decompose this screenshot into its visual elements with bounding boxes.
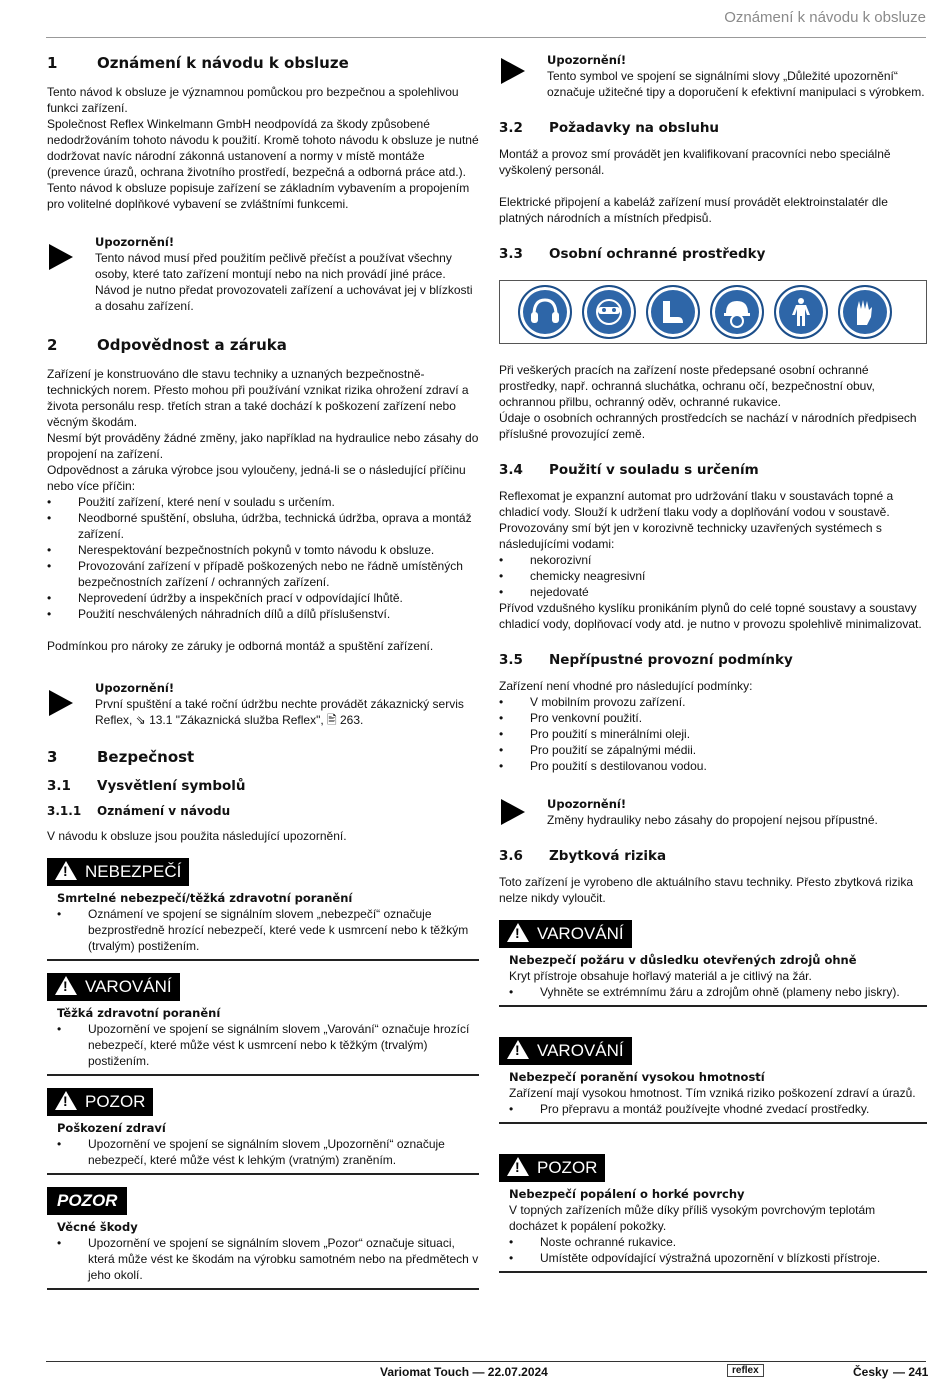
badge-label: POZOR bbox=[85, 1092, 146, 1111]
section-3-3-heading bbox=[499, 246, 927, 262]
warning-badge bbox=[47, 973, 180, 1001]
risk-fire bbox=[499, 920, 927, 1007]
note-box bbox=[499, 796, 927, 828]
paragraph: Zařízení není vhodné pro následující podmínky: bbox=[499, 679, 753, 693]
list-item: • Použití zařízení, které není v souladu s určením. bbox=[47, 494, 479, 510]
section-3-4-heading bbox=[499, 462, 927, 478]
list-item: • Použití neschválených náhradních dílů a dílů příslušenství. bbox=[47, 606, 479, 622]
paragraph: Údaje o osobních ochranných prostředcích se nachází v národních předpisech příslušné provozující země. bbox=[499, 411, 917, 441]
note-label: Upozornění! bbox=[95, 681, 175, 695]
warning-triangle-icon bbox=[55, 976, 77, 995]
gloves-icon bbox=[838, 285, 892, 339]
ear-protection-icon bbox=[518, 285, 572, 339]
list-item: • Noste ochranné rukavice. bbox=[509, 1234, 927, 1250]
section-title: Osobní ochranné prostředky bbox=[549, 246, 766, 262]
list-item: • Umístěte odpovídající výstražná upozornění v blízkosti přístroje. bbox=[509, 1250, 927, 1266]
section-number: 3.2 bbox=[499, 120, 523, 136]
note-text: První spuštění a také roční údržbu nechte provádět zákaznický servis Reflex, ⇘ 13.1 "Zákaznická služba Reflex", 🖹 263. bbox=[95, 697, 464, 727]
footer-doc: Variomat Touch — 22.07.2024 bbox=[380, 1365, 548, 1379]
warning-triangle-icon bbox=[55, 1091, 77, 1110]
section-3-1-heading bbox=[47, 778, 479, 794]
section-title: Zbytková rizika bbox=[549, 848, 667, 864]
warning-text: • Upozornění ve spojení se signálním slovem „Varování“ označuje hrozící nebezpečí, které může vést k usmrcení nebo k těžkým (trvalým) postižením. bbox=[57, 1021, 479, 1069]
section-number: 3.1 bbox=[47, 778, 71, 794]
warning-triangle-icon bbox=[507, 923, 529, 942]
paragraph: Toto zařízení je vyrobeno dle aktuálního stavu techniky. Přesto zbytková rizika nelze nikdy vyloučit. bbox=[499, 875, 913, 905]
section-title: Oznámení k návodu k obsluze bbox=[97, 54, 349, 72]
warning-badge bbox=[499, 920, 632, 948]
note-box bbox=[499, 52, 927, 100]
section-title: Oznámení v návodu bbox=[97, 804, 231, 818]
note-text: Tento návod musí před použitím pečlivě přečíst a používat všechny osoby, které tato zařízení montují nebo na nich provádí jiné práce. Návod je nutno předat provozovateli zařízení a uchovávat jej v blízkosti a dosahu zařízení. bbox=[95, 251, 473, 313]
section-number: 3.1.1 bbox=[47, 804, 82, 818]
list-item: • Neprovedení údržby a inspekčních prací v odpovídající lhůtě. bbox=[47, 590, 479, 606]
caution-badge bbox=[47, 1088, 153, 1116]
warning-badge bbox=[499, 1037, 632, 1065]
reflex-logo: reflex bbox=[727, 1364, 764, 1377]
section-title: Vysvětlení symbolů bbox=[97, 778, 246, 794]
section-title: Požadavky na obsluhu bbox=[549, 120, 720, 136]
note-label: Upozornění! bbox=[547, 53, 627, 67]
risk-burns bbox=[499, 1154, 927, 1273]
warning-title: Nebezpečí požáru v důsledku otevřených zdrojů ohně bbox=[509, 953, 857, 967]
water-types-list bbox=[499, 552, 927, 600]
list-item: • nejedovaté bbox=[499, 584, 927, 600]
risk-weight bbox=[499, 1037, 927, 1124]
badge-label: VAROVÁNÍ bbox=[85, 977, 172, 996]
paragraph: Tento návod k obsluze popisuje zařízení se základním vybavením a propojením pro volitelné doplňkové vybavení se zvláštními funkcemi. bbox=[47, 181, 470, 211]
warning-triangle-icon bbox=[507, 1040, 529, 1059]
warning-title: Nebezpečí popálení o horké povrchy bbox=[509, 1187, 745, 1201]
paragraph: Tento návod k obsluze je významnou pomůckou pro bezpečnou a spolehlivou funkci zařízení. bbox=[47, 85, 459, 115]
list-item: • Pro použití s destilovanou vodou. bbox=[499, 758, 927, 774]
warning-text: V topných zařízeních může díky příliš vysokým povrchovým teplotám docházet k popálení pokožky. bbox=[509, 1203, 876, 1233]
paragraph: Nesmí být prováděny žádné změny, jako například na hydraulice nebo zásahy do propojení na zařízení. bbox=[47, 431, 479, 461]
paragraph: Podmínkou pro nároky ze záruky je odborná montáž a spuštění zařízení. bbox=[47, 639, 434, 653]
badge-label: VAROVÁNÍ bbox=[537, 1041, 624, 1060]
section-number: 2 bbox=[47, 336, 58, 354]
section-number: 1 bbox=[47, 54, 58, 72]
helmet-icon bbox=[710, 285, 764, 339]
list-item: • Pro venkovní použití. bbox=[499, 710, 927, 726]
list-item: • Pro přepravu a montáž používejte vhodné zvedací prostředky. bbox=[509, 1101, 927, 1117]
list-item: • Nerespektování bezpečnostních pokynů v tomto návodu k obsluze. bbox=[47, 542, 479, 558]
section-3-1-1-heading bbox=[47, 804, 479, 818]
section-number: 3.3 bbox=[499, 246, 523, 262]
section-2-heading bbox=[47, 336, 479, 354]
arrow-icon bbox=[501, 58, 525, 84]
warning-title: Těžká zdravotní poranění bbox=[57, 1006, 221, 1020]
list-item: • V mobilním provozu zařízení. bbox=[499, 694, 927, 710]
note-text: Tento symbol ve spojení se signálními slovy „Důležité upozornění“ označuje užitečné tipy a doporučení k efektivní manipulaci s výrobkem. bbox=[547, 69, 925, 99]
right-column bbox=[499, 52, 927, 1273]
section-3-5-heading bbox=[499, 652, 927, 668]
paragraph: Přívod vzdušného kyslíku pronikáním plynů do celé topné soustavy a soustavy chladicí vody, doplňovací vody atd. je nutno v provozu spolehlivě minimalizovat. bbox=[499, 601, 922, 631]
notice-badge bbox=[47, 1187, 127, 1215]
cause-list bbox=[47, 494, 479, 622]
warning-property-damage bbox=[47, 1187, 479, 1290]
paragraph: Montáž a provoz smí provádět jen kvalifikovaní pracovníci nebo speciálně vyškolený personál. bbox=[499, 147, 891, 177]
section-3-2-heading bbox=[499, 120, 927, 136]
header-title: Oznámení k návodu k obsluze bbox=[724, 9, 926, 26]
protective-clothing-icon bbox=[774, 285, 828, 339]
paragraph: Elektrické připojení a kabeláž zařízení musí provádět elektroinstalatér dle platných národních a místních předpisů. bbox=[499, 195, 888, 225]
caution-badge bbox=[499, 1154, 605, 1182]
footer-divider bbox=[46, 1361, 926, 1362]
list-item: • nekorozivní bbox=[499, 552, 927, 568]
warning-title: Poškození zdraví bbox=[57, 1121, 166, 1135]
section-title: Použití v souladu s určením bbox=[549, 462, 759, 478]
header-divider bbox=[46, 37, 926, 38]
note-text: Změny hydrauliky nebo zásahy do propojení nejsou přípustné. bbox=[547, 813, 878, 827]
warning-text: • Oznámení ve spojení se signálním slovem „nebezpečí“ označuje bezprostředně hrozící nebezpečí, které vede k usmrcení nebo k těžkým (trvalým) postižením. bbox=[57, 906, 479, 954]
paragraph: Reflexomat je expanzní automat pro udržování tlaku v soustavách topné a chladicí vody. Slouží k udržení tlaku vody a doplňování vodou v soustavě. Provozovány smí být jen v korozivně technicky uzavřených systémech s následujícími vodami: bbox=[499, 489, 894, 551]
section-title: Odpovědnost a záruka bbox=[97, 336, 287, 354]
section-3-6-heading bbox=[499, 848, 927, 864]
warning-text: Kryt přístroje obsahuje hořlavý materiál a je citlivý na žár. bbox=[509, 969, 812, 983]
warning-varovani bbox=[47, 973, 479, 1076]
warning-text: • Upozornění ve spojení se signálním slovem „Upozornění“ označuje nebezpečí, které může vést k lehkým (vratným) zraněním. bbox=[57, 1136, 479, 1168]
badge-label: VAROVÁNÍ bbox=[537, 924, 624, 943]
list-item: • Neodborné spuštění, obsluha, údržba, technická údržba, oprava a montáž zařízení. bbox=[47, 510, 479, 542]
section-number: 3.5 bbox=[499, 652, 523, 668]
section-title: Nepřípustné provozní podmínky bbox=[549, 652, 793, 668]
paragraph: V návodu k obsluze jsou použita následující upozornění. bbox=[47, 829, 347, 843]
eye-protection-icon bbox=[582, 285, 636, 339]
warning-text: Zařízení mají vysokou hmotnost. Tím vzniká riziko poškození zdraví a úrazů. bbox=[509, 1086, 916, 1100]
list-item: • Pro použití s minerálními oleji. bbox=[499, 726, 927, 742]
paragraph: Společnost Reflex Winkelmann GmbH neodpovídá za škody způsobené nedodržováním tohoto návodu k použití. Kromě tohoto návodu k obsluze je nutné dodržovat navíc národní zákonná ustanovení a normy v místě montáže (prevence úrazů, ochrana životního prostředí, bezpečná a odborná práce atd.). bbox=[47, 117, 479, 179]
note-label: Upozornění! bbox=[95, 235, 175, 249]
note-box bbox=[47, 234, 479, 314]
list-item: • Provozování zařízení v případě poškozených nebo ne řádně umístěných bezpečnostních zařízení / ochranných zařízení. bbox=[47, 558, 479, 590]
arrow-icon bbox=[49, 244, 73, 270]
warning-triangle-icon bbox=[55, 861, 77, 880]
warning-pozor bbox=[47, 1088, 479, 1175]
section-number: 3.4 bbox=[499, 462, 523, 478]
section-title: Bezpečnost bbox=[97, 748, 195, 766]
badge-label: POZOR bbox=[57, 1191, 118, 1210]
paragraph: Zařízení je konstruováno dle stavu techniky a uznaných bezpečnostně-technických norem. Přesto mohou při používání vznikat rizika ohrožení zdraví a života personálu resp. třetích stran a také dochází k poškození zařízení nebo věcným škodám. bbox=[47, 367, 469, 429]
section-number: 3 bbox=[47, 748, 58, 766]
footer-language: Česky bbox=[853, 1365, 889, 1379]
note-box bbox=[47, 680, 479, 728]
note-label: Upozornění! bbox=[547, 797, 627, 811]
paragraph: Při veškerých pracích na zařízení noste předepsané osobní ochranné prostředky, např. ochranná sluchátka, ochranu očí, bezpečnostní obuv, ochrannou přilbu, ochranný oděv, ochranné rukavice. bbox=[499, 363, 875, 409]
warning-text: • Upozornění ve spojení se signálním slovem „Pozor“ označuje situaci, která může vést ke škodám na výrobku samotném nebo na předmětech v jeho okolí. bbox=[57, 1235, 479, 1283]
ppe-icon-box bbox=[499, 280, 927, 344]
warning-title: Nebezpečí poranění vysokou hmotností bbox=[509, 1070, 765, 1084]
list-item: • chemicky neagresivní bbox=[499, 568, 927, 584]
arrow-icon bbox=[501, 799, 525, 825]
list-item: • Pro použití se zápalnými médii. bbox=[499, 742, 927, 758]
paragraph: Odpovědnost a záruka výrobce jsou vyloučeny, jedná-li se o následující příčinu nebo více příčin: bbox=[47, 463, 466, 493]
warning-title: Věcné škody bbox=[57, 1220, 138, 1234]
arrow-icon bbox=[49, 690, 73, 716]
warning-title: Smrtelné nebezpečí/těžká zdravotní poranění bbox=[57, 891, 353, 905]
badge-label: POZOR bbox=[537, 1158, 598, 1177]
safety-boots-icon bbox=[646, 285, 700, 339]
danger-badge bbox=[47, 858, 189, 886]
page-number: — 241 bbox=[893, 1365, 929, 1379]
section-number: 3.6 bbox=[499, 848, 523, 864]
list-item: • Vyhněte se extrémnímu žáru a zdrojům ohně (plameny nebo jiskry). bbox=[509, 984, 927, 1000]
section-3-heading bbox=[47, 748, 479, 766]
warning-triangle-icon bbox=[507, 1157, 529, 1176]
left-column bbox=[47, 52, 479, 1290]
badge-label: NEBEZPEČÍ bbox=[85, 862, 182, 881]
warning-danger bbox=[47, 858, 479, 961]
conditions-list bbox=[499, 694, 927, 774]
section-1-heading bbox=[47, 54, 479, 72]
